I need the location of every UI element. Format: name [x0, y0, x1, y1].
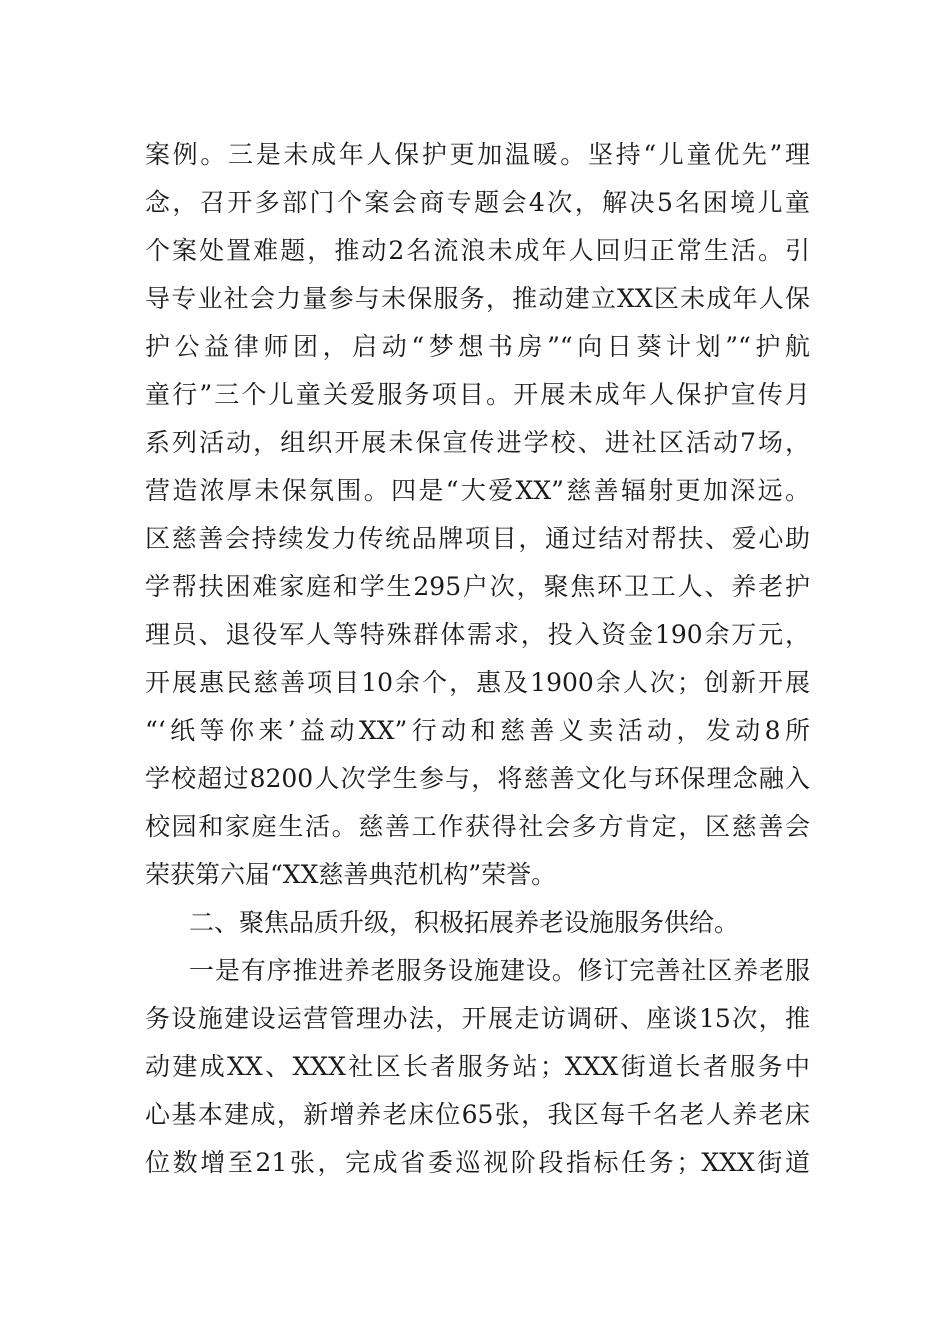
text-line: 案例。三是未成年人保护更加温暖。坚持“儿童优先”理 — [145, 140, 810, 169]
text-line: 务设施建设运营管理办法，开展走访调研、座谈15次，推 — [145, 1004, 810, 1033]
text-line: 心基本建成，新增养老床位65张，我区每千名老人养老床 — [145, 1100, 810, 1129]
text-line: 动建成XX、XXX社区长者服务站；XXX街道长者服务中 — [145, 1052, 810, 1081]
text-line: 理员、退役军人等特殊群体需求，投入资金190余万元， — [145, 620, 810, 649]
text-line: 个案处置难题，推动2名流浪未成年人回归正常生活。引 — [145, 236, 810, 265]
text-line: 学校超过8200人次学生参与，将慈善文化与环保理念融入 — [145, 764, 810, 793]
text-line: 学帮扶困难家庭和学生295户次，聚焦环卫工人、养老护 — [145, 572, 810, 601]
text-line: “‘纸等你来’益动XX”行动和慈善义卖活动，发动8所 — [145, 716, 810, 745]
text-line: 童行”三个儿童关爱服务项目。开展未成年人保护宣传月 — [145, 380, 810, 409]
text-line: 开展惠民慈善项目10余个，惠及1900余人次；创新开展 — [145, 668, 810, 697]
text-line: 护公益律师团，启动“梦想书房”“向日葵计划”“护航 — [145, 332, 810, 361]
text-line: 荣获第六届“XX慈善典范机构”荣誉。 — [145, 860, 557, 889]
body-text — [145, 131, 810, 1187]
text-line: 位数增至21张，完成省委巡视阶段指标任务；XXX街道 — [145, 1148, 810, 1177]
paragraph-first-line: 一是有序推进养老服务设施建设。修订完善社区养老服 — [189, 956, 810, 985]
text-line: 营造浓厚未保氛围。四是“大爱XX”慈善辐射更加深远。 — [145, 476, 810, 505]
text-line: 念，召开多部门个案会商专题会4次，解决5名困境儿童 — [145, 188, 810, 217]
text-line: 校园和家庭生活。慈善工作获得社会多方肯定，区慈善会 — [145, 812, 810, 841]
paragraph-first-line: 二、聚焦品质升级，积极拓展养老设施服务供给。 — [189, 908, 740, 937]
text-line: 导专业社会力量参与未保服务，推动建立XX区未成年人保 — [145, 284, 810, 313]
text-line: 系列活动，组织开展未保宣传进学校、进社区活动7场， — [145, 428, 810, 457]
text-line: 区慈善会持续发力传统品牌项目，通过结对帮扶、爱心助 — [145, 524, 810, 553]
